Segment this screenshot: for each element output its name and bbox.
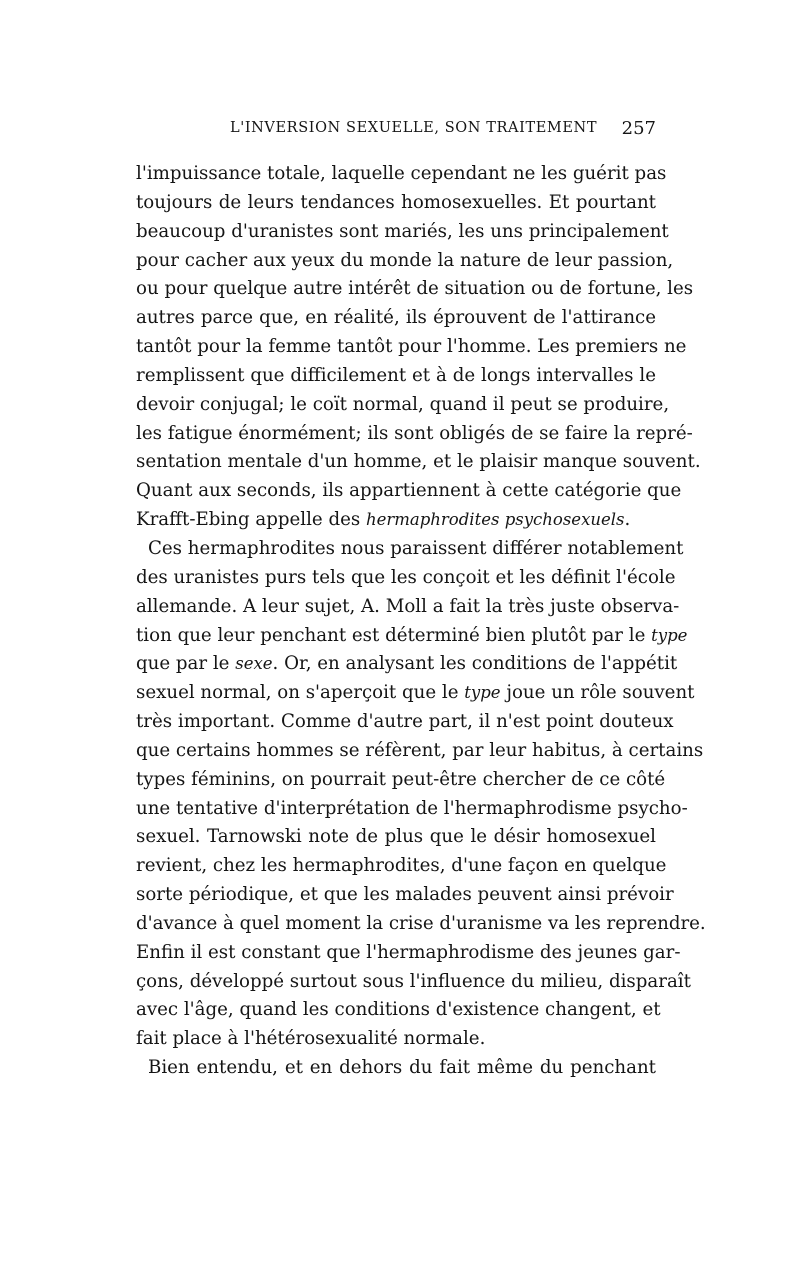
text-fragment: beaucoup d'uranistes sont mariés, les uns principalement [136,220,669,242]
text-fragment: remplissent que difficilement et à de longs intervalles le [136,364,656,386]
text-line [136,448,701,477]
text-fragment: que certains hommes se réfèrent, par leur habitus, à certains [136,739,704,761]
text-line [136,535,684,564]
text-line [136,910,706,939]
text-line [136,881,674,910]
text-fragment: . Or, en analysant les conditions de l'appétit [272,653,678,675]
italic-term: sexe [235,654,273,674]
italic-term: type [464,683,501,703]
italic-term: hermaphrodites psychosexuels [365,510,625,530]
text-fragment: . [624,509,631,531]
text-fragment: pour cacher aux yeux du monde la nature de leur passion, [136,249,674,271]
text-fragment: une tentative d'interprétation de l'hermaphrodisme psycho- [136,797,688,819]
text-fragment: les fatigue énormément; ils sont obligés de se faire la repré- [136,422,693,444]
text-line [136,650,678,679]
text-fragment: Bien entendu, et en dehors du fait même du penchant [148,1057,656,1079]
running-head [136,120,656,144]
text-line [136,1054,656,1083]
text-line [136,477,682,506]
text-line [136,506,656,535]
running-title: L'INVERSION SEXUELLE, SON TRAITEMENT [230,120,598,136]
text-fragment: avec l'âge, quand les conditions d'existence changent, et [136,999,661,1021]
text-fragment: tion que leur penchant est déterminé bien plutôt par le [136,624,652,646]
text-fragment: sentation mentale d'un homme, et le plaisir manque souvent. [136,451,701,473]
text-line [136,737,704,766]
text-line [136,189,656,218]
text-fragment: l'impuissance totale, laquelle cependant ne les guérit pas [136,163,667,184]
text-fragment: d'avance à quel moment la crise d'uranisme va les reprendre. [136,912,706,934]
text-line [136,708,674,737]
text-line [136,593,680,622]
text-line [136,622,688,651]
text-fragment: types féminins, on pourrait peut-être chercher de ce côté [136,768,666,790]
text-line [136,823,656,852]
text-line [136,247,674,276]
text-fragment: Ces hermaphrodites nous paraissent différer notablement [148,537,684,559]
text-line [136,852,667,881]
text-fragment: toujours de leurs tendances homosexuelles. Et pourtant [136,191,656,213]
text-fragment: des uranistes purs tels que les conçoit et les définit l'école [136,566,676,588]
text-fragment: revient, chez les hermaphrodites, d'une façon en quelque [136,855,667,877]
text-fragment: çons, développé surtout sous l'influence du milieu, disparaît [136,970,691,992]
text-fragment: fait place à l'hétérosexualité normale. [136,1028,486,1050]
text-fragment: joue un rôle souvent [500,682,695,704]
text-fragment: allemande. A leur sujet, A. Moll a fait la très juste observa- [136,595,680,617]
text-fragment: devoir conjugal; le coït normal, quand il peut se produire, [136,393,670,415]
text-line [136,795,688,824]
text-line [136,766,666,795]
text-line [136,1025,656,1054]
text-line [136,362,656,391]
body-text [136,160,706,1083]
text-fragment: Krafft-Ebing appelle des [136,509,366,531]
text-fragment: sexuel normal, on s'aperçoit que le [136,682,465,704]
text-fragment: tantôt pour la femme tantôt pour l'homme. Les premiers ne [136,336,687,358]
text-fragment: Enfin il est constant que l'hermaphrodisme des jeunes gar- [136,941,681,963]
text-line [136,160,667,189]
text-line [136,391,670,420]
text-line [136,420,693,449]
page-number: 257 [621,118,656,139]
text-fragment: autres parce que, en réalité, ils éprouvent de l'attirance [136,307,656,329]
text-line [136,939,681,968]
text-line [136,968,691,997]
text-line [136,564,676,593]
text-line [136,304,656,333]
italic-term: type [651,625,688,645]
text-line [136,218,669,247]
text-line [136,679,695,708]
text-fragment: très important. Comme d'autre part, il n'est point douteux [136,711,674,733]
text-fragment: Quant aux seconds, ils appartiennent à cette catégorie que [136,480,682,502]
text-line [136,275,694,304]
text-line [136,333,687,362]
text-fragment: sexuel. Tarnowski note de plus que le désir homosexuel [136,826,656,848]
text-fragment: ou pour quelque autre intérêt de situation ou de fortune, les [136,278,694,300]
text-fragment: sorte périodique, et que les malades peuvent ainsi prévoir [136,884,674,906]
text-fragment: que par le [136,653,236,675]
text-line [136,996,661,1025]
